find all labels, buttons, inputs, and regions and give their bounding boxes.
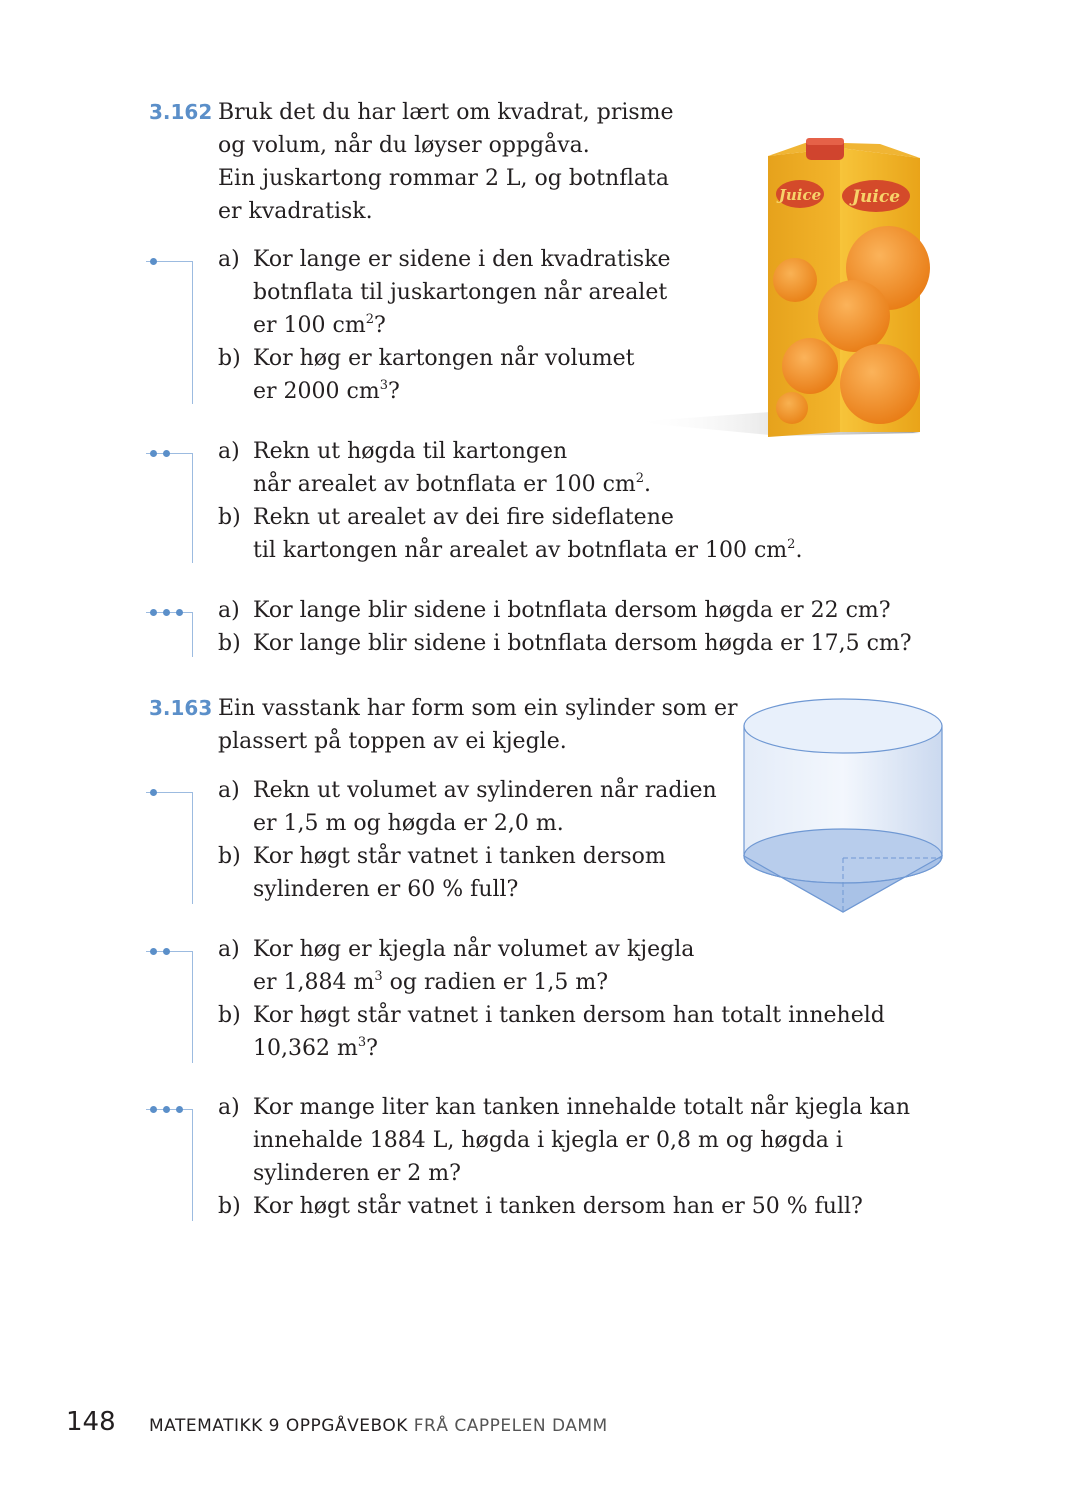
difficulty-marker-level-1 (146, 783, 196, 905)
subtask-text: Kor lange blir sidene i botnflata dersom høgda er 17,5 cm? (253, 631, 912, 656)
tank-top-ellipse (744, 699, 942, 753)
subtask-text: innehalde 1884 L, høgda i kjegla er 0,8 m og høgda i (253, 1128, 843, 1153)
difficulty-marker-level-2 (146, 942, 196, 1064)
subtask-label: a) (218, 778, 240, 803)
subtask-text: til kartongen når arealet av botnflata er 100 $cm^2$. (253, 537, 803, 563)
subtask-text: Rekn ut høgda til kartongen (253, 439, 568, 464)
subtask-text: Kor høgt står vatnet i tanken dersom han er 50 % full? (253, 1194, 863, 1219)
subtask-label: b) (218, 844, 241, 869)
task-intro-line: er kvadratisk. (218, 199, 373, 224)
page-number: 148 (66, 1407, 116, 1437)
water-tank-illustration (738, 696, 948, 918)
task-number: 3.162 (149, 100, 213, 124)
subtask-text: Kor høgt står vatnet i tanken dersom han totalt inneheld (253, 1003, 885, 1028)
juice-carton-illustration (630, 130, 930, 445)
orange-fruit (776, 392, 808, 424)
task-intro-line: Ein vasstank har form som ein sylinder som er (218, 696, 738, 721)
subtask-text: sylinderen er 2 m? (253, 1161, 461, 1186)
task-intro-line: plassert på toppen av ei kjegle. (218, 729, 567, 754)
task-number: 3.163 (149, 696, 213, 720)
publisher: FRÅ CAPPELEN DAMM (413, 1416, 608, 1436)
task-intro-line: Bruk det du har lært om kvadrat, prisme (218, 100, 674, 125)
orange-fruit (773, 258, 817, 302)
subtask-text: når arealet av botnflata er 100 $cm^2$. (253, 471, 652, 497)
subtask-text: Kor mange liter kan tanken innehalde totalt når kjegla kan (253, 1095, 911, 1120)
book-title-line (149, 1416, 608, 1436)
subtask-text: Kor lange er sidene i den kvadratiske (253, 247, 671, 272)
subtask-label: a) (218, 247, 240, 272)
subtask-text: Kor høg er kjegla når volumet av kjegla (253, 937, 695, 962)
orange-fruit (818, 280, 890, 352)
difficulty-marker-level-3 (146, 1100, 196, 1222)
subtask-label: b) (218, 1003, 241, 1028)
subtask-label: b) (218, 1194, 241, 1219)
subtask-label: b) (218, 631, 241, 656)
subtask-text: Kor høgt står vatnet i tanken dersom (253, 844, 666, 869)
book-title: MATEMATIKK 9 OPPGÅVEBOK (149, 1416, 408, 1436)
difficulty-marker-level-1 (146, 252, 196, 404)
subtask-text: er 1,5 m og høgda er 2,0 m. (253, 811, 564, 836)
subtask-text: er 1,884 $m^3$ og radien er 1,5 m? (253, 969, 609, 995)
subtask-label: b) (218, 505, 241, 530)
difficulty-marker-level-2 (146, 444, 196, 564)
subtask-text: er 2000 $cm^3$? (253, 378, 400, 404)
subtask-text: er 100 $cm^2$? (253, 312, 386, 338)
subtask-text: sylinderen er 60 % full? (253, 877, 519, 902)
subtask-text: 10,362 $m^3$? (253, 1035, 378, 1061)
subtask-label: a) (218, 598, 240, 623)
task-intro-line: Ein juskartong rommar 2 L, og botnflata (218, 166, 669, 191)
difficulty-marker-level-3 (146, 603, 196, 658)
orange-fruit (782, 338, 838, 394)
task-intro-line: og volum, når du løyser oppgåva. (218, 133, 590, 158)
subtask-label: b) (218, 346, 241, 371)
svg-text:Juice: Juice (778, 186, 822, 204)
subtask-text: botnflata til juskartongen når arealet (253, 280, 668, 305)
subtask-text: Rekn ut arealet av dei fire sideflatene (253, 505, 674, 530)
subtask-text: Rekn ut volumet av sylinderen når radien (253, 778, 717, 803)
subtask-label: a) (218, 1095, 240, 1120)
subtask-label: a) (218, 937, 240, 962)
subtask-text: Kor høg er kartongen når volumet (253, 346, 635, 371)
subtask-label: a) (218, 439, 240, 464)
subtask-text: Kor lange blir sidene i botnflata dersom høgda er 22 cm? (253, 598, 891, 623)
orange-fruit (840, 344, 920, 424)
svg-text:Juice: Juice (851, 187, 901, 207)
